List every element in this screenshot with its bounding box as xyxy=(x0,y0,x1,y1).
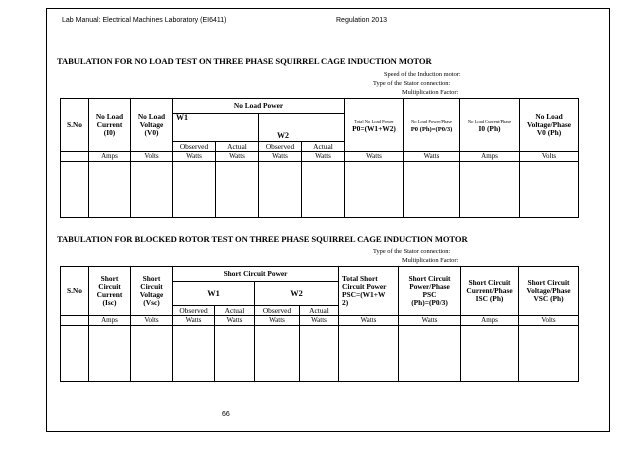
unit-cell: Volts xyxy=(131,316,173,326)
label: Short Circuit xyxy=(468,278,511,288)
sc-current-header xyxy=(89,267,131,316)
no-load-current-header xyxy=(89,99,131,152)
stator-connection-label: Type of the Stator connection: xyxy=(373,80,451,87)
total-sc-power-header xyxy=(339,267,399,316)
w2-header: W2 xyxy=(255,282,339,306)
unit-cell: Watts xyxy=(399,316,461,326)
label: (Isc) xyxy=(102,297,117,307)
data-cell[interactable] xyxy=(61,326,89,382)
label: No Load xyxy=(95,112,124,122)
label: Power/Phase xyxy=(409,282,450,292)
label: (I0) xyxy=(103,127,116,137)
unit-cell: Watts xyxy=(404,152,460,162)
label: Short Circuit xyxy=(527,278,570,288)
unit-cell: Volts xyxy=(519,316,579,326)
page-number: 66 xyxy=(222,411,230,418)
label: PSC=(W1+W xyxy=(342,290,386,299)
current-per-phase-header xyxy=(460,99,520,152)
data-cell[interactable] xyxy=(300,326,339,382)
label: 2) xyxy=(342,297,349,307)
label: Voltage xyxy=(139,120,164,129)
data-cell[interactable] xyxy=(61,162,89,218)
sno-header: S.No xyxy=(61,267,89,316)
no-load-voltage-header xyxy=(131,99,173,152)
data-cell[interactable] xyxy=(302,162,345,218)
stator-connection-label-2: Type of the Stator connection: xyxy=(373,248,451,255)
unit-cell: Amps xyxy=(461,316,519,326)
w1-header: W1 xyxy=(173,282,255,306)
total-no-load-power-header xyxy=(345,99,404,152)
w2-header: W2 xyxy=(259,114,345,142)
formula: P0=(W1+W2) xyxy=(352,124,396,133)
label: ISC (Ph) xyxy=(475,293,504,303)
formula: P0 (Ph)=(P0/3) xyxy=(410,125,453,133)
unit-cell: Amps xyxy=(89,316,131,326)
unit-cell: Watts xyxy=(302,152,345,162)
data-cell[interactable] xyxy=(345,162,404,218)
no-load-power-header: No Load Power xyxy=(173,99,345,114)
label: No Load Power/Phase xyxy=(410,118,453,124)
data-cell[interactable] xyxy=(216,162,259,218)
data-cell[interactable] xyxy=(519,326,579,382)
data-cell[interactable] xyxy=(89,162,131,218)
unit-cell: Watts xyxy=(339,316,399,326)
speed-of-motor-label: Speed of the Induction motor: xyxy=(384,71,461,78)
multiplication-factor-label-2: Multiplication Factor: xyxy=(402,257,459,264)
unit-cell xyxy=(61,152,89,162)
blocked-rotor-test-title: TABULATION FOR BLOCKED ROTOR TEST ON THREE PHASE SQUIRREL CAGE INDUCTION MOTOR xyxy=(57,234,468,244)
data-cell[interactable] xyxy=(89,326,131,382)
label: Short Circuit xyxy=(408,274,451,284)
symbol: I0 (Ph) xyxy=(478,124,501,133)
label: PSC xyxy=(422,290,437,299)
unit-cell: Watts xyxy=(215,316,255,326)
data-cell[interactable] xyxy=(404,162,460,218)
sc-voltage-per-phase-header xyxy=(519,267,579,316)
unit-cell: Volts xyxy=(520,152,579,162)
unit-cell: Watts xyxy=(255,316,300,326)
label: (Ph)=(P0/3) xyxy=(411,297,448,307)
w1-actual-header: Actual xyxy=(216,142,259,152)
unit-cell: Watts xyxy=(216,152,259,162)
label: Circuit xyxy=(140,282,163,292)
unit-cell: Volts xyxy=(131,152,173,162)
w2-actual-header: Actual xyxy=(302,142,345,152)
w2-observed-header: Observed xyxy=(259,142,302,152)
sc-voltage-header xyxy=(131,267,173,316)
sc-power-per-phase-header xyxy=(399,267,461,316)
label: Total No Load Power xyxy=(354,119,394,125)
multiplication-factor-label: Multiplication Factor: xyxy=(402,89,459,96)
sno-header: S.No xyxy=(61,99,89,152)
power-per-phase-header xyxy=(404,99,460,152)
data-cell[interactable] xyxy=(131,326,173,382)
w1-header: W1 xyxy=(173,114,259,142)
unit-cell: Watts xyxy=(259,152,302,162)
unit-cell: Watts xyxy=(345,152,404,162)
w1-actual-header: Actual xyxy=(215,306,255,316)
label: Circuit Power xyxy=(342,282,387,292)
label: V0 (Ph) xyxy=(536,127,562,137)
unit-cell: Watts xyxy=(300,316,339,326)
label: Current/Phase xyxy=(466,286,513,295)
label: Voltage xyxy=(139,290,164,299)
label: Short xyxy=(100,274,119,284)
unit-cell: Amps xyxy=(460,152,520,162)
data-cell[interactable] xyxy=(339,326,399,382)
unit-cell xyxy=(61,316,89,326)
data-cell[interactable] xyxy=(173,326,215,382)
data-cell[interactable] xyxy=(215,326,255,382)
no-load-test-table xyxy=(60,98,579,218)
sc-current-per-phase-header xyxy=(461,267,519,316)
label: (Vsc) xyxy=(143,297,160,307)
w2-observed-header: Observed xyxy=(255,306,300,316)
w1-observed-header: Observed xyxy=(173,142,216,152)
header-manual-title: Lab Manual: Electrical Machines Laboratory (EI6411) xyxy=(62,17,227,24)
label: No Load xyxy=(535,112,563,122)
label: Current xyxy=(96,120,123,129)
voltage-per-phase-header xyxy=(520,99,579,152)
w1-observed-header: Observed xyxy=(173,306,215,316)
label: (V0) xyxy=(144,127,159,137)
label: Circuit xyxy=(98,282,121,292)
data-cell[interactable] xyxy=(255,326,300,382)
data-cell[interactable] xyxy=(173,162,216,218)
sc-power-header: Short Circuit Power xyxy=(173,267,339,282)
no-load-test-title: TABULATION FOR NO LOAD TEST ON THREE PHASE SQUIRREL CAGE INDUCTION MOTOR xyxy=(57,56,432,66)
label: VSC (Ph) xyxy=(533,293,564,303)
data-cell[interactable] xyxy=(520,162,579,218)
data-cell[interactable] xyxy=(460,162,520,218)
data-cell[interactable] xyxy=(131,162,173,218)
header-regulation: Regulation 2013 xyxy=(336,17,387,24)
data-cell[interactable] xyxy=(399,326,461,382)
label: Current xyxy=(96,290,123,299)
label: No Load Current/Phase xyxy=(467,119,512,125)
unit-cell: Watts xyxy=(173,316,215,326)
w2-actual-header: Actual xyxy=(300,306,339,316)
label: Voltage/Phase xyxy=(526,286,571,295)
unit-cell: Watts xyxy=(173,152,216,162)
label: No Load xyxy=(137,112,166,122)
data-cell[interactable] xyxy=(259,162,302,218)
blocked-rotor-test-table xyxy=(60,266,579,382)
unit-cell: Amps xyxy=(89,152,131,162)
label: Total Short xyxy=(342,274,378,284)
label: Short xyxy=(142,274,161,284)
data-cell[interactable] xyxy=(461,326,519,382)
label: Voltage/Phase xyxy=(526,120,572,129)
